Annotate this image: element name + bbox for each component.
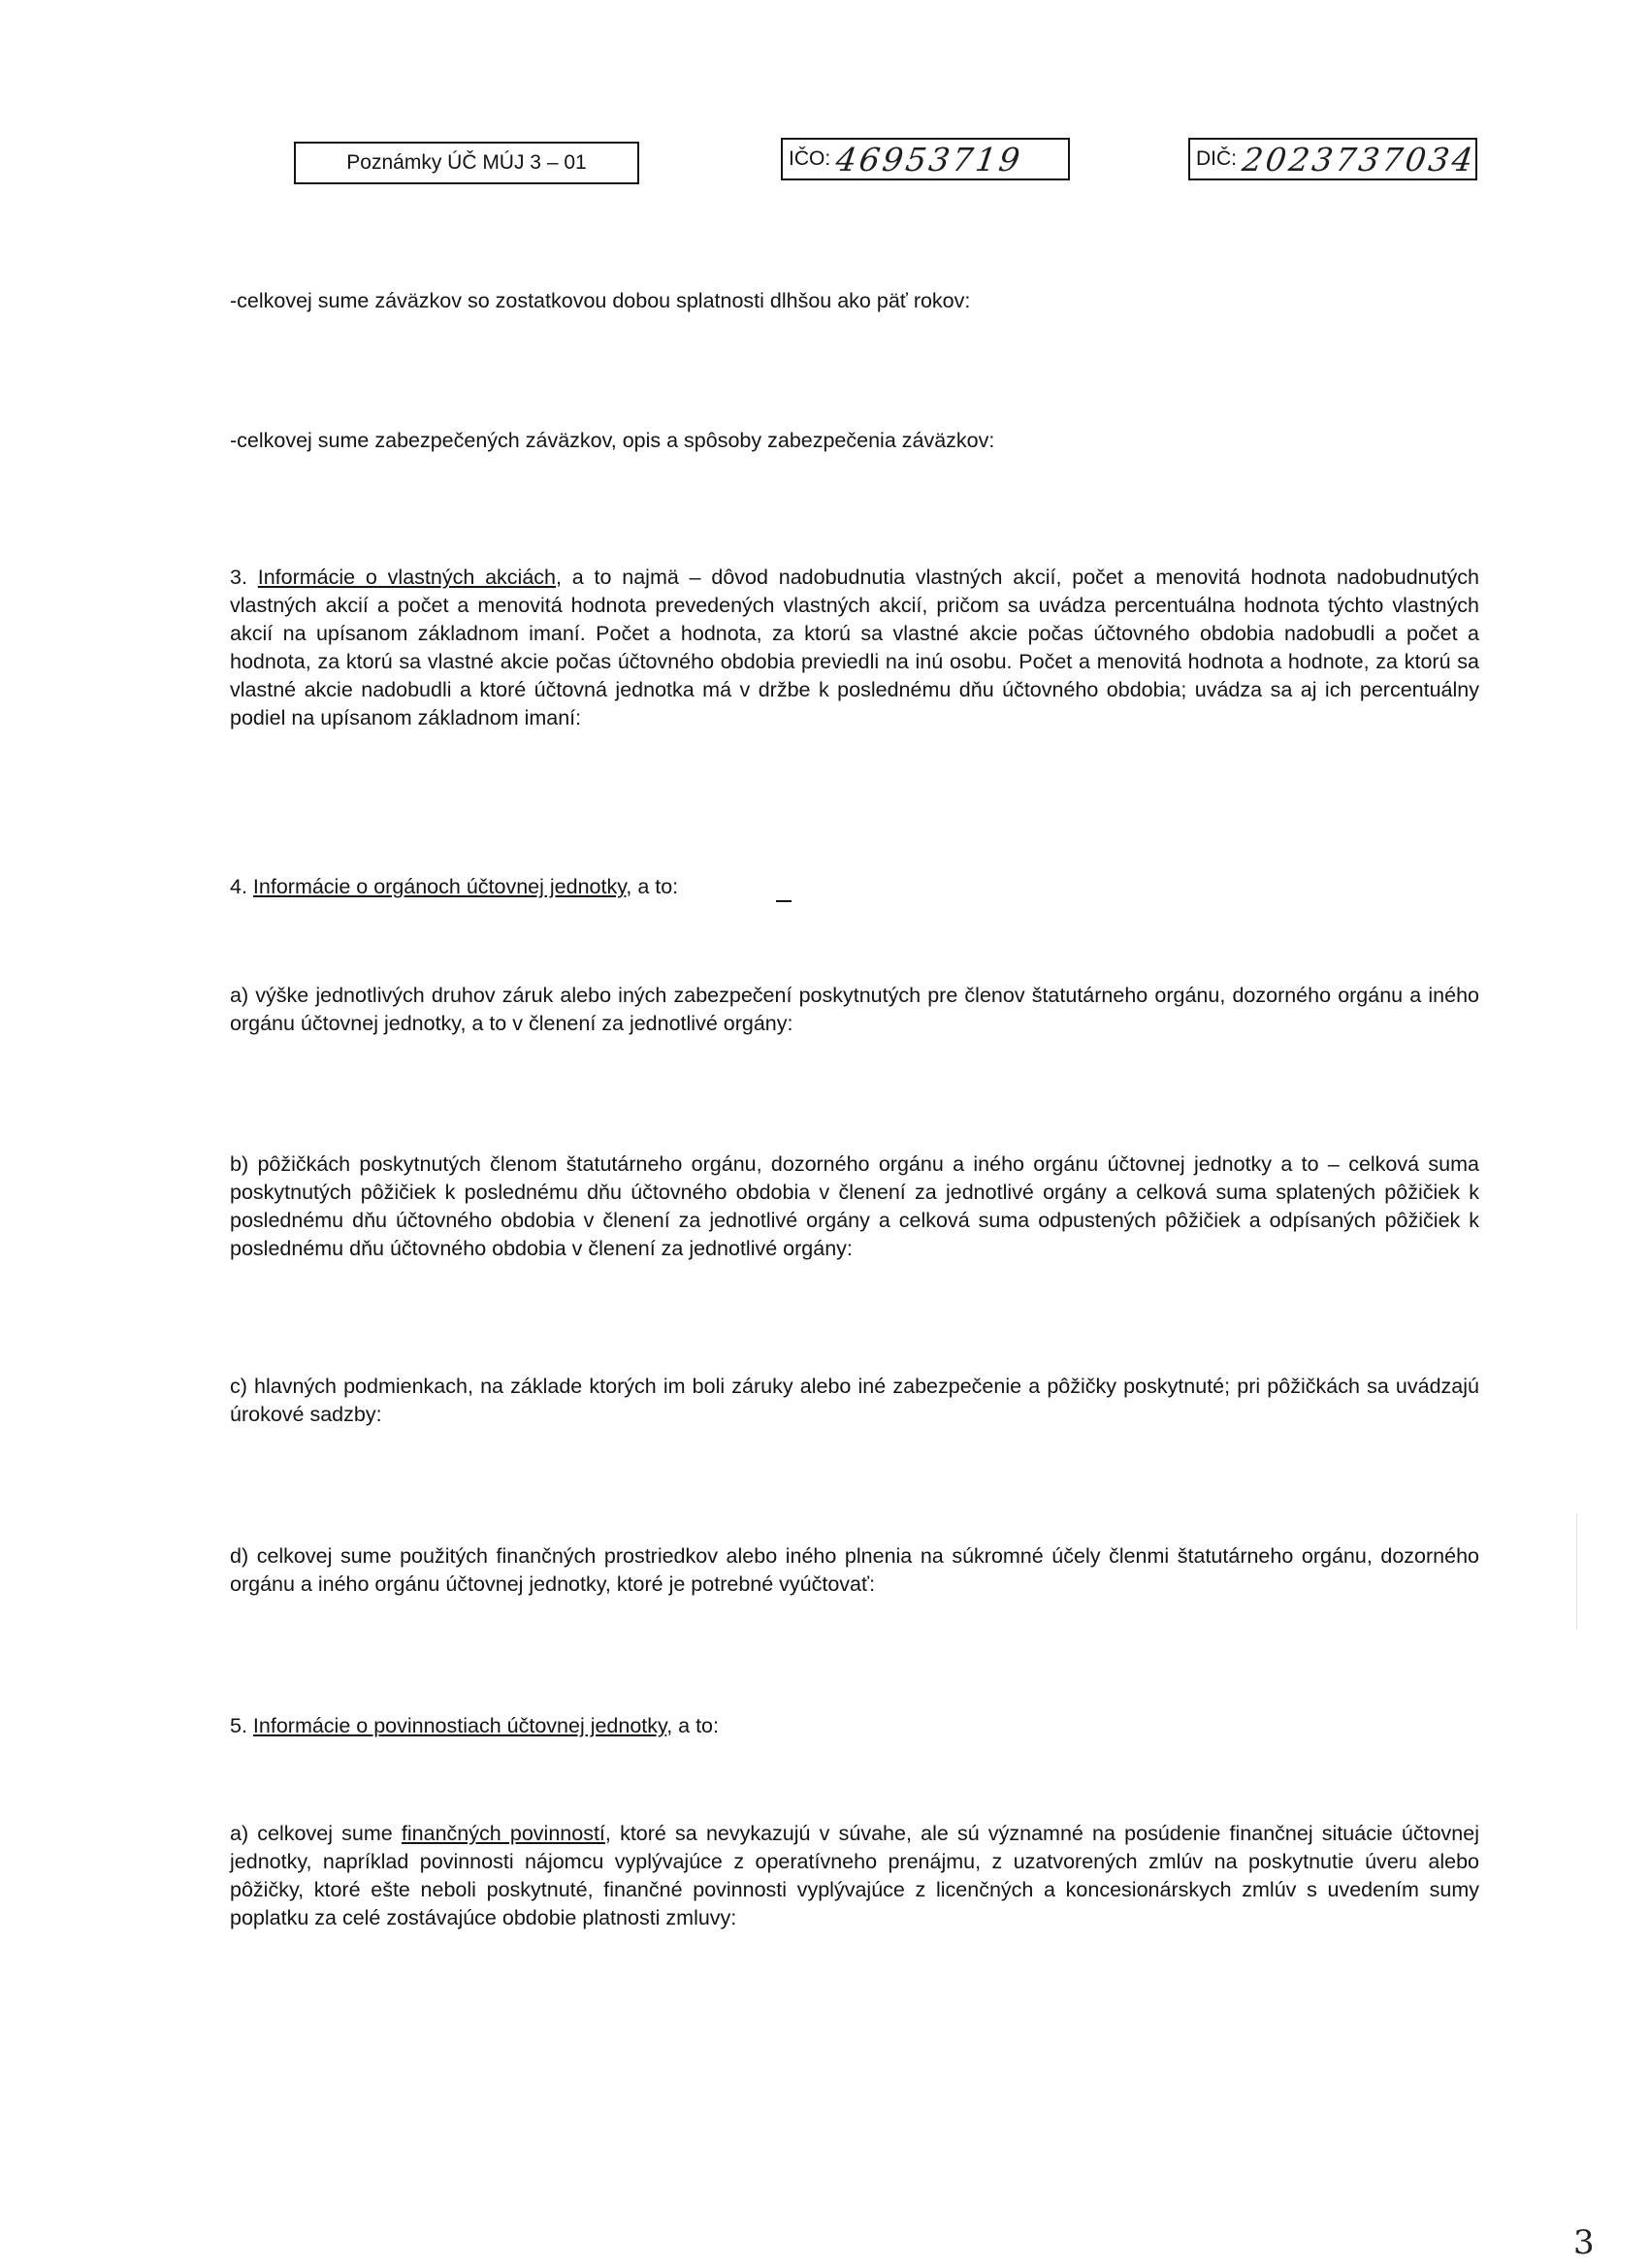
section-5-obligations	[230, 1712, 1479, 1740]
section-4-text: , a to:	[626, 875, 679, 898]
section-4b: b) pôžičkách poskytnutých členom štatutárneho orgánu, dozorného orgánu a iného orgánu účtovnej jednotky a to – celková suma poskytnutých pôžičiek k poslednému dňu účtovného obdobia v členení za jednotlivé orgány a celková suma splatených pôžičiek k poslednému dňu účtovného obdobia v členení za jednotlivé orgány a celková suma odpustených pôžičiek a odpísaných pôžičiek k poslednému dňu účtovného obdobia v členení za jednotlivé orgány:	[230, 1152, 1479, 1260]
section-5a-term: finančných povinností	[401, 1822, 605, 1845]
section-4a: a) výške jednotlivých druhov záruk alebo iných zabezpečení poskytnutých pre členov štatutárneho orgánu, dozorného orgánu a iného orgánu účtovnej jednotky, a to v členení za jednotlivé orgány:	[230, 984, 1479, 1035]
section-3-text: , a to najmä – dôvod nadobudnutia vlastných akcií, počet a menovitá hodnota nadobudnutých vlastných akcií a počet a menovitá hodnota prevedených vlastných akcií, pričom sa uvádza percentuálna hodnota týchto vlastných akcií na upísanom základnom imaní. Počet a hodnota, za ktorú sa vlastné akcie počas účtovného obdobia nadobudli a počet a hodnota, za ktorú sa vlastné akcie počas účtovného obdobia previedli na inú osobu. Počet a menovitá hodnota a hodnote, za ktorú sa vlastné akcie nadobudli a ktoré účtovná jednotka má v držbe k poslednému dňu účtovného obdobia; uvádza sa aj ich percentuálny podiel na upísanom základnom imaní:	[230, 566, 1479, 729]
section-4d: d) celkovej sume použitých finančných prostriedkov alebo iného plnenia na súkromné účely členmi štatutárneho orgánu, dozorného orgánu a iného orgánu účtovnej jednotky, ktoré je potrebné vyúčtovať:	[230, 1544, 1479, 1596]
ico-value: 46953719	[833, 140, 1025, 178]
long-term-liabilities-item: -celkovej sume záväzkov so zostatkovou dobou splatnosti dlhšou ako päť rokov:	[230, 289, 971, 312]
dic-box	[1188, 138, 1477, 180]
form-label-box	[294, 142, 639, 184]
secured-liabilities-item: -celkovej sume zabezpečených záväzkov, opis a spôsoby zabezpečenia záväzkov:	[230, 429, 995, 452]
section-3-title: Informácie o vlastných akciách	[257, 566, 556, 589]
dic-label: DIČ:	[1196, 147, 1237, 170]
page-number: 3	[1573, 2223, 1595, 2262]
section-5-number: 5.	[230, 1714, 247, 1737]
section-5-text: , a to:	[666, 1714, 719, 1737]
form-label: Poznámky ÚČ MÚJ 3 – 01	[346, 151, 587, 174]
section-4-title: Informácie o orgánoch účtovnej jednotky	[252, 875, 627, 898]
section-3-number: 3.	[230, 566, 247, 589]
section-4-number: 4.	[230, 875, 247, 898]
ico-label: IČO:	[789, 147, 831, 170]
ico-box	[781, 138, 1070, 180]
section-3-own-shares	[230, 564, 1479, 732]
scan-artifact-line	[1576, 1513, 1577, 1630]
section-5a-text: , ktoré sa nevykazujú v súvahe, ale sú významné na posúdenie finančnej situácie účtovnej jednotky, napríklad povinnosti nájomcu vyplývajúce z operatívneho prenájmu, z uzatvorených zmlúv na poskytnutie úveru alebo pôžičky, ktoré ešte neboli poskytnuté, finančné povinnosti vyplývajúce z licenčných a koncesionárskych zmlúv s uvedením sumy poplatku za celé zostávajúce obdobie platnosti zmluvy:	[230, 1822, 1479, 1929]
handwritten-dash	[776, 900, 792, 902]
section-5a-prefix: a) celkovej sume	[230, 1822, 402, 1845]
section-5a	[230, 1820, 1479, 1932]
section-5-title: Informácie o povinnostiach účtovnej jednotky	[252, 1714, 667, 1737]
section-4-bodies	[230, 873, 1479, 901]
section-4c: c) hlavných podmienkach, na základe ktorých im boli záruky alebo iné zabezpečenie a pôžičky poskytnuté; pri pôžičkách sa uvádzajú úrokové sadzby:	[230, 1375, 1479, 1426]
dic-value: 2023737034	[1240, 140, 1478, 178]
